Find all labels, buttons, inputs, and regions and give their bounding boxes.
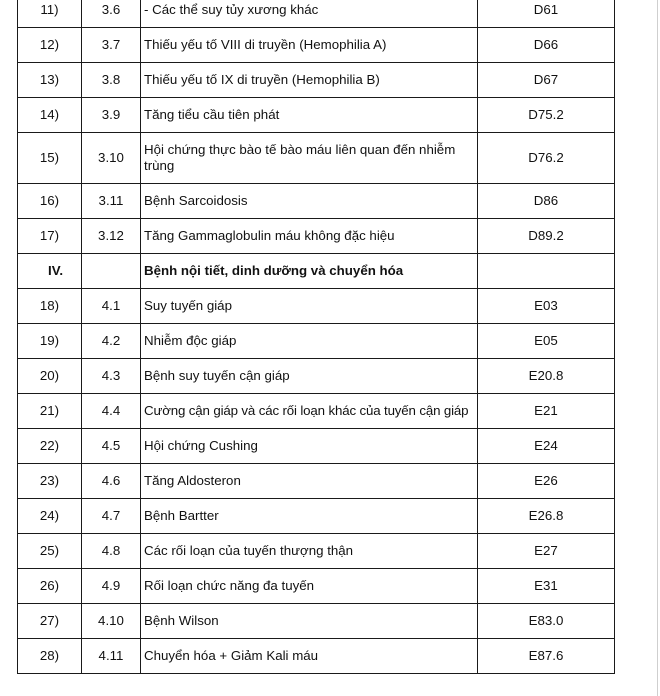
icd-code: D66 (478, 28, 615, 63)
icd-code: E26.8 (478, 499, 615, 534)
item-number: 4.5 (82, 429, 141, 464)
item-number: 4.8 (82, 534, 141, 569)
table-row (18, 639, 615, 674)
item-number: 4.1 (82, 289, 141, 324)
disease-name: Tăng tiểu cầu tiên phát (141, 98, 478, 133)
row-index: 23) (18, 464, 82, 499)
table-row (18, 324, 615, 359)
item-number: 3.10 (82, 133, 141, 184)
disease-name: Bệnh suy tuyến cận giáp (141, 359, 478, 394)
disease-name: Rối loạn chức năng đa tuyến (141, 569, 478, 604)
disease-name: - Các thể suy tủy xương khác (141, 0, 478, 28)
icd-code: E24 (478, 429, 615, 464)
disease-name: Hội chứng Cushing (141, 429, 478, 464)
icd-code: D61 (478, 0, 615, 28)
page-edge (657, 0, 658, 696)
item-number (82, 254, 141, 289)
section-number: IV. (18, 254, 82, 289)
disease-name: Tăng Aldosteron (141, 464, 478, 499)
section-title: Bệnh nội tiết, dinh dưỡng và chuyển hóa (141, 254, 478, 289)
disease-name: Cường cận giáp và các rối loạn khác của tuyến cận giáp (141, 394, 478, 429)
item-number: 4.11 (82, 639, 141, 674)
table-row (18, 394, 615, 429)
disease-name: Chuyển hóa + Giảm Kali máu (141, 639, 478, 674)
table-row (18, 28, 615, 63)
icd-code: E20.8 (478, 359, 615, 394)
table-row (18, 219, 615, 254)
row-index: 16) (18, 184, 82, 219)
table-row (18, 534, 615, 569)
disease-name: Tăng Gammaglobulin máu không đặc hiệu (141, 219, 478, 254)
disease-name: Bệnh Bartter (141, 499, 478, 534)
table-row (18, 569, 615, 604)
item-number: 3.11 (82, 184, 141, 219)
item-number: 4.3 (82, 359, 141, 394)
disease-name: Bệnh Sarcoidosis (141, 184, 478, 219)
row-index: 15) (18, 133, 82, 184)
icd-code: D76.2 (478, 133, 615, 184)
table-row (18, 63, 615, 98)
table-row (18, 184, 615, 219)
row-index: 28) (18, 639, 82, 674)
row-index: 18) (18, 289, 82, 324)
item-number: 4.2 (82, 324, 141, 359)
item-number: 4.9 (82, 569, 141, 604)
item-number: 3.8 (82, 63, 141, 98)
table-row (18, 429, 615, 464)
item-number: 4.6 (82, 464, 141, 499)
table-row (18, 133, 615, 184)
row-index: 26) (18, 569, 82, 604)
icd-code: E26 (478, 464, 615, 499)
section-header-row (18, 254, 615, 289)
disease-name: Nhiễm độc giáp (141, 324, 478, 359)
item-number: 3.7 (82, 28, 141, 63)
icd-code: E83.0 (478, 604, 615, 639)
icd-code: E87.6 (478, 639, 615, 674)
table-row (18, 0, 615, 28)
disease-name: Các rối loạn của tuyến thượng thận (141, 534, 478, 569)
item-number: 3.6 (82, 0, 141, 28)
row-index: 24) (18, 499, 82, 534)
icd-code: E05 (478, 324, 615, 359)
row-index: 20) (18, 359, 82, 394)
icd-code: D67 (478, 63, 615, 98)
row-index: 17) (18, 219, 82, 254)
disease-name: Hội chứng thực bào tế bào máu liên quan đến nhiễm trùng (141, 133, 478, 184)
icd-code: D86 (478, 184, 615, 219)
disease-name: Thiếu yếu tố IX di truyền (Hemophilia B) (141, 63, 478, 98)
table-row (18, 499, 615, 534)
table-row (18, 359, 615, 394)
row-index: 25) (18, 534, 82, 569)
item-number: 4.10 (82, 604, 141, 639)
row-index: 13) (18, 63, 82, 98)
icd-code: E31 (478, 569, 615, 604)
table-row (18, 464, 615, 499)
row-index: 14) (18, 98, 82, 133)
icd-code: D75.2 (478, 98, 615, 133)
disease-name: Suy tuyến giáp (141, 289, 478, 324)
disease-name: Thiếu yếu tố VIII di truyền (Hemophilia A) (141, 28, 478, 63)
table-row (18, 289, 615, 324)
item-number: 4.7 (82, 499, 141, 534)
icd-code: E21 (478, 394, 615, 429)
disease-name: Bệnh Wilson (141, 604, 478, 639)
row-index: 27) (18, 604, 82, 639)
row-index: 22) (18, 429, 82, 464)
icd-code: D89.2 (478, 219, 615, 254)
table-row (18, 604, 615, 639)
item-number: 3.12 (82, 219, 141, 254)
row-index: 11) (18, 0, 82, 28)
item-number: 4.4 (82, 394, 141, 429)
row-index: 12) (18, 28, 82, 63)
row-index: 19) (18, 324, 82, 359)
row-index: 21) (18, 394, 82, 429)
icd-code (478, 254, 615, 289)
table-row (18, 98, 615, 133)
disease-code-table (17, 0, 615, 674)
item-number: 3.9 (82, 98, 141, 133)
icd-code: E27 (478, 534, 615, 569)
icd-code: E03 (478, 289, 615, 324)
